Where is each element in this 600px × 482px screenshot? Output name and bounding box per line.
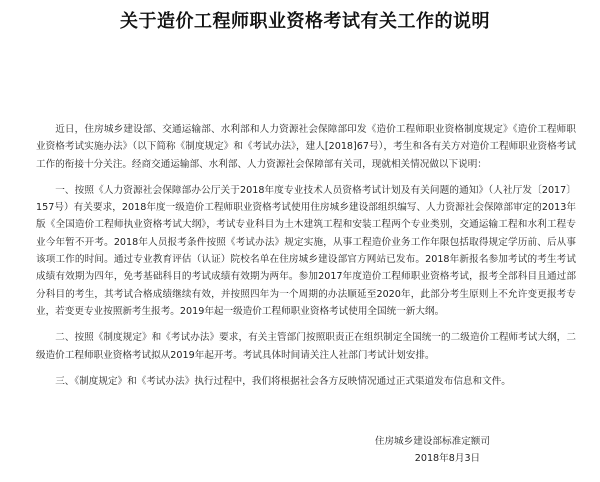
paragraph-item-1: 一、按照《人力资源社会保障部办公厅关于2018年度专业技术人员资格考试计划及有关问题的通知》（人社厅发〔2017〕157号）有关要求，2018年度一级造价工程师职业资格考试使用住房城乡建设部组织编写、人力资源社会保障部审定的2013年版《全国造价工程师执业资格考试大纲》，考试专业科目为土木建筑工程和安装工程两个专业类别，交通运输工程和水利工程专业今年暂不开考。2018年人员报考条件按照《考试办法》规定实施，从事工程造价业务工作年限包括取得规定学历前、后从事该项工作的时间。通过专业教育评估（认证）院校名单在住房城乡建设部官方网站已发布。2018年新报名参加考试的考生考试成绩有效期为四年，免考基础科目的考试成绩有效期为两年。参加2017年度造价工程师职业资格考试，报考全部科目且通过部分科目的考生，其考试合格成绩继续有效，并按照四年为一个周期的办法顺延至2020年，此部分考生原则上不允许变更报考专业，若变更专业按照新考生报考。2019年起一级造价工程师职业资格考试使用全国统一新大纲。 [36,184,576,317]
document-body [36,121,576,398]
paragraph-intro: 近日，住房城乡建设部、交通运输部、水利部和人力资源社会保障部印发《造价工程师职业资格制度规定》《造价工程师职业资格考试实施办法》（以下简称《制度规定》和《考试办法》，建人[2018]67号），考生和各有关方对造价工程师职业资格考试工作的衔接十分关注。经商交通运输部、水利部、人力资源社会保障部有关司，现就相关情况做以下说明： [36,124,576,170]
signature-block [375,433,490,468]
document-title: 关于造价工程师职业资格考试有关工作的说明 [120,11,490,32]
signature-date: 2018年8月3日 [414,453,481,465]
paragraph-item-3: 三、《制度规定》和《考试办法》执行过程中，我们将根据社会各方反映情况通过正式渠道发布信息和文件。 [55,375,511,387]
signature-organization: 住房城乡建设部标准定额司 [374,436,490,447]
paragraph-item-2: 二、按照《制度规定》和《考试办法》要求，有关主管部门按照职责正在组织制定全国统一的二级造价工程师考试大纲，二级造价工程师职业资格考试拟从2019年起开考。考试具体时间请关注人社部门考试计划安排。 [36,332,576,361]
